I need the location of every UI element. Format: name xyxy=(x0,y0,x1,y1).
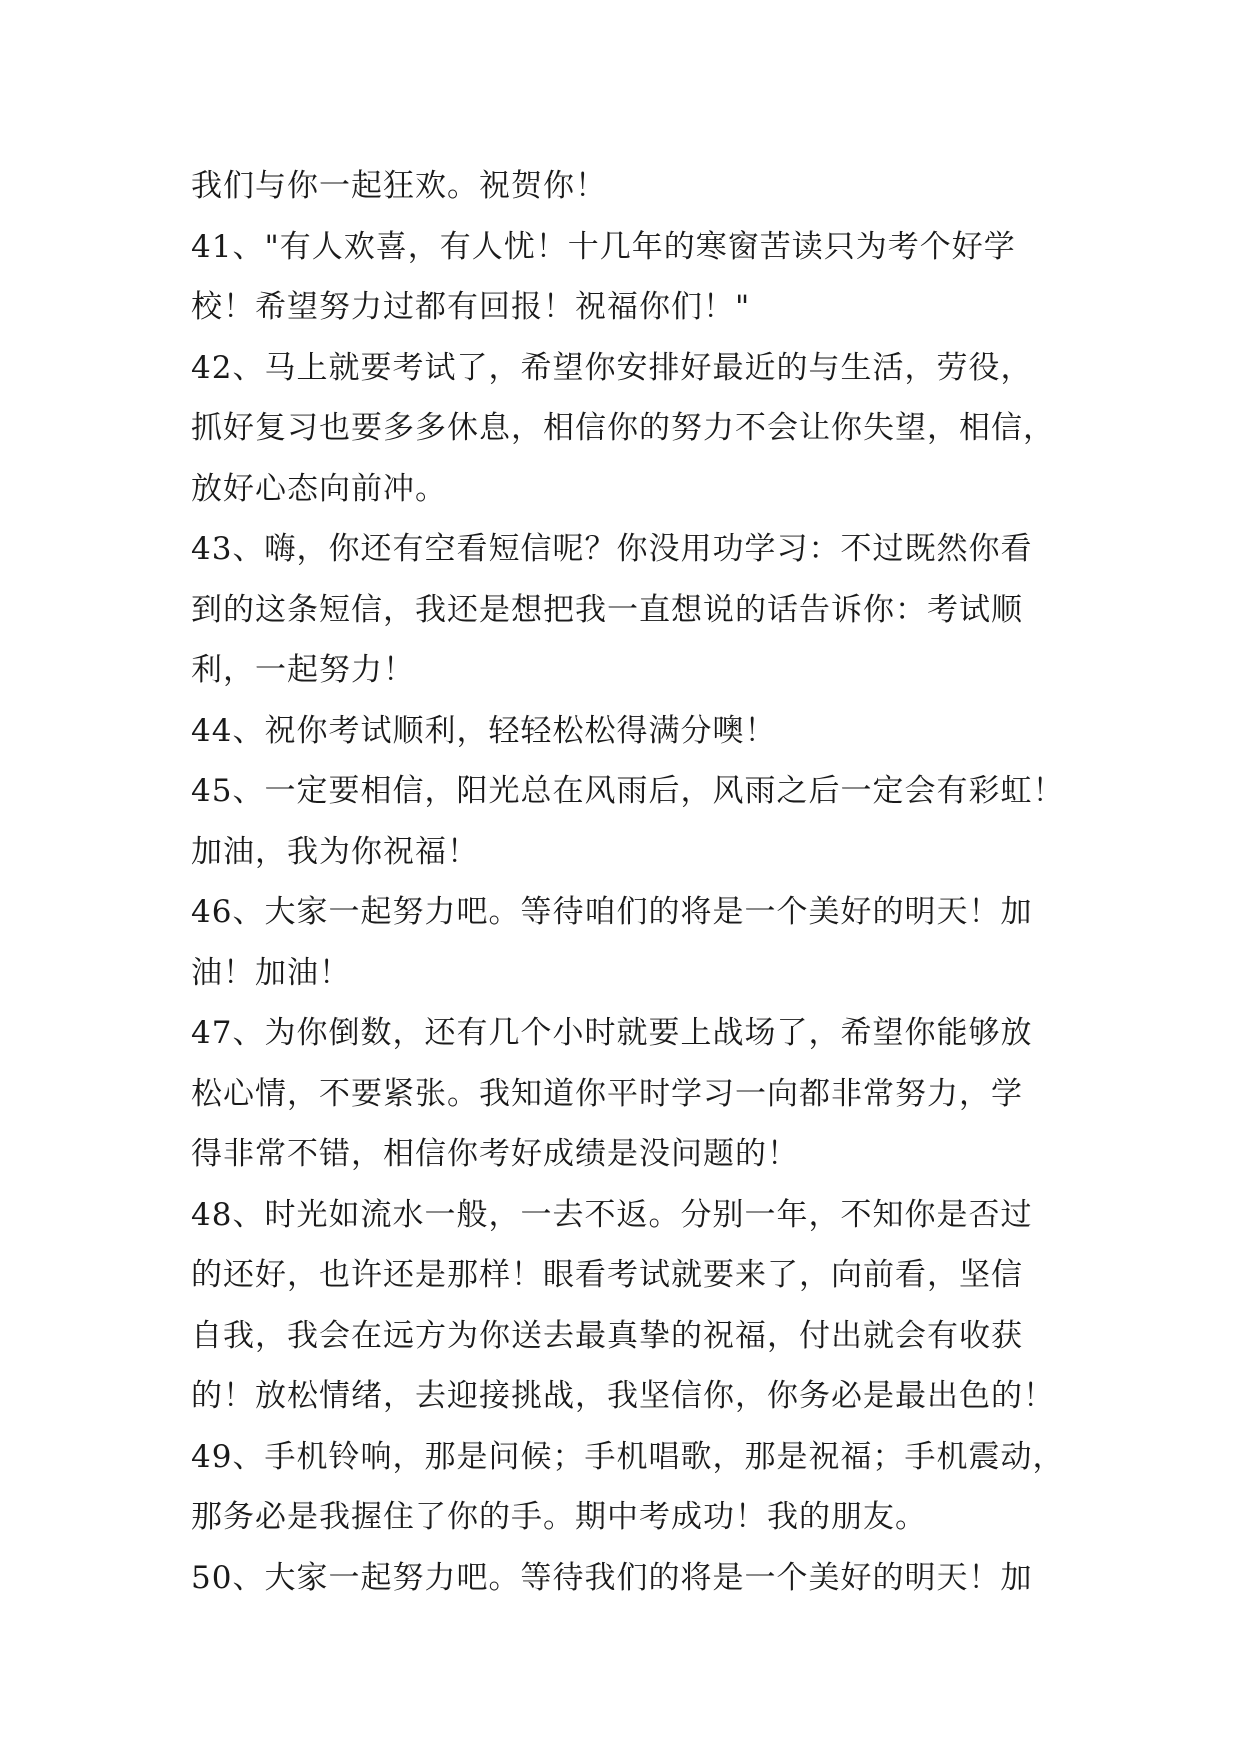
text-line: 49、手机铃响，那是问候；手机唱歌，那是祝福；手机震动， xyxy=(191,1438,1065,1475)
text-line: 41、"有人欢喜，有人忧！十几年的寒窗苦读只为考个好学 xyxy=(191,228,1016,265)
text-line: 的！放松情绪，去迎接挑战，我坚信你，你务必是最出色的！ xyxy=(191,1378,1055,1414)
text-line: 的还好，也许还是那样！眼看考试就要来了，向前看，坚信 xyxy=(191,1257,1023,1293)
text-line: 48、时光如流水一般，一去不返。分别一年，不知你是否过 xyxy=(191,1196,1033,1233)
text-line: 得非常不错，相信你考好成绩是没问题的！ xyxy=(191,1136,799,1172)
text-line: 放好心态向前冲。 xyxy=(191,470,447,507)
text-line: 松心情，不要紧张。我知道你平时学习一向都非常努力，学 xyxy=(191,1075,1023,1112)
text-line: 45、一定要相信，阳光总在风雨后，风雨之后一定会有彩虹！ xyxy=(191,773,1065,809)
text-line: 44、祝你考试顺利，轻轻松松得满分噢！ xyxy=(191,712,777,749)
text-line: 抓好复习也要多多休息，相信你的努力不会让你失望，相信， xyxy=(191,410,1055,446)
text-line: 50、大家一起努力吧。等待我们的将是一个美好的明天！加 xyxy=(191,1559,1033,1596)
text-line: 加油，我为你祝福！ xyxy=(191,833,479,870)
text-line: 43、嗨，你还有空看短信呢？你没用功学习：不过既然你看 xyxy=(191,531,1033,567)
document-body xyxy=(191,156,1071,1608)
text-line: 那务必是我握住了你的手。期中考成功！我的朋友。 xyxy=(191,1499,927,1535)
text-line: 自我，我会在远方为你送去最真挚的祝福，付出就会有收获 xyxy=(191,1317,1023,1354)
text-line: 46、大家一起努力吧。等待咱们的将是一个美好的明天！加 xyxy=(191,894,1033,930)
text-line: 47、为你倒数，还有几个小时就要上战场了，希望你能够放 xyxy=(191,1015,1033,1051)
text-line: 利，一起努力！ xyxy=(191,652,415,688)
text-line: 到的这条短信，我还是想把我一直想说的话告诉你：考试顺 xyxy=(191,591,1023,628)
text-line: 我们与你一起狂欢。祝贺你！ xyxy=(191,168,607,204)
text-line: 42、马上就要考试了，希望你安排好最近的与生活，劳役， xyxy=(191,349,1033,386)
text-line: 校！希望努力过都有回报！祝福你们！" xyxy=(191,289,751,325)
text-line: 油！加油！ xyxy=(191,954,351,991)
